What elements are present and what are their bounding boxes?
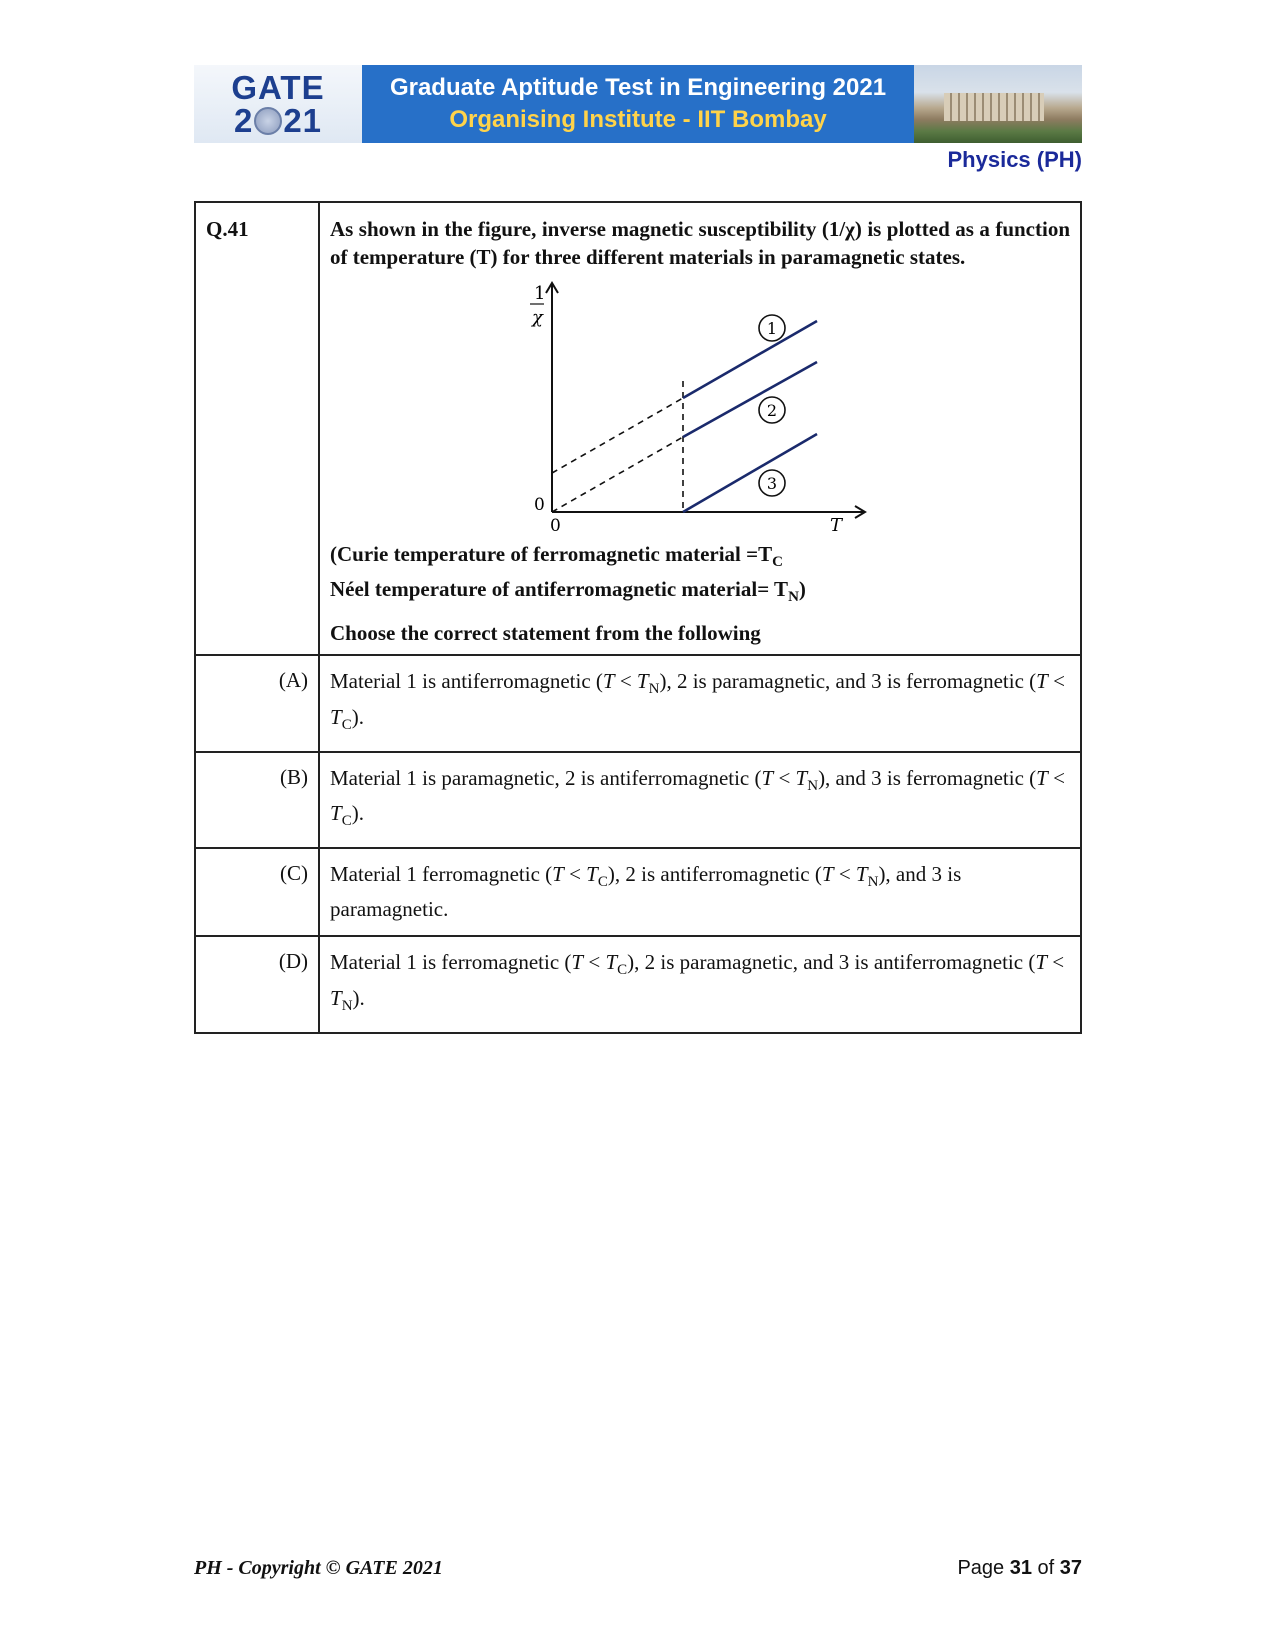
question-table — [194, 201, 1082, 1034]
option-text: Material 1 is antiferromagnetic $(T < T_N)$, 2 is paramagnetic, and 3 is ferromagnetic $(T < T_C)$. — [319, 655, 1081, 751]
y-label-numerator: 1 — [534, 283, 546, 304]
curie-note: (Curie temperature of ferromagnetic material $=T_C$ — [330, 542, 783, 571]
option-row[interactable] — [195, 936, 1081, 1032]
option-row[interactable] — [195, 848, 1081, 936]
footer-copyright: PH - Copyright © GATE 2021 — [194, 1557, 443, 1579]
option-label: (C) — [195, 848, 319, 936]
option-text: Material 1 is paramagnetic, 2 is antiferromagnetic $(T < T_N)$, and 3 is ferromagnetic $(T < T_C)$. — [319, 752, 1081, 848]
y-zero-label: 0 — [534, 495, 545, 515]
banner-title: Graduate Aptitude Test in Engineering 2021 — [389, 74, 887, 101]
gate-logo — [194, 65, 362, 143]
susceptibility-graph — [520, 277, 900, 539]
neel-note: Néel temperature of antiferromagnetic material= $T_N$) — [330, 577, 806, 606]
logo-line2 — [234, 104, 322, 137]
subject-label: Physics (PH) — [947, 147, 1082, 172]
curve-1-line — [683, 321, 817, 398]
question-instruction: Choose the correct statement from the following — [330, 621, 761, 646]
option-text: Material 1 ferromagnetic $(T < T_C)$, 2 is antiferromagnetic $(T < T_N)$, and 3 is paramagnetic. — [319, 848, 1081, 936]
logo-line1: GATE — [231, 69, 325, 106]
x-label: T — [830, 515, 843, 536]
curve-3-label: 3 — [766, 474, 778, 493]
option-label: (D) — [195, 936, 319, 1032]
curve-3-line — [683, 434, 817, 512]
logo-digits-21: 21 — [283, 102, 323, 139]
banner-title-block — [362, 65, 914, 143]
footer-page-number: Page 31 of 37 — [957, 1557, 1082, 1579]
curve-1-extrapolation — [552, 398, 683, 473]
campus-photo — [914, 65, 1082, 143]
curve-2-label: 2 — [766, 401, 778, 420]
option-label: (A) — [195, 655, 319, 751]
option-label: (B) — [195, 752, 319, 848]
option-row[interactable] — [195, 655, 1081, 751]
seal-icon — [254, 107, 282, 135]
question-body — [319, 202, 1081, 655]
header-banner — [194, 65, 1082, 143]
x-zero-label: 0 — [550, 516, 561, 536]
logo-digit-2: 2 — [233, 102, 254, 139]
option-row[interactable] — [195, 752, 1081, 848]
question-stem: As shown in the figure, inverse magnetic susceptibility (1/χ) is plotted as a function of temperature (T) for three different materials in paramagnetic states. — [330, 217, 1070, 269]
curve-1-label: 1 — [766, 319, 778, 338]
question-number: Q.41 — [195, 202, 319, 655]
curve-2-extrapolation — [552, 437, 683, 512]
curve-2-line — [683, 362, 817, 437]
option-text: Material 1 is ferromagnetic $(T < T_C)$, 2 is paramagnetic, and 3 is antiferromagnetic $(T < T_N)$. — [319, 936, 1081, 1032]
y-label-denominator: χ — [532, 307, 543, 328]
temperature-note — [330, 541, 1070, 611]
banner-subtitle: Organising Institute - IIT Bombay — [449, 106, 827, 133]
